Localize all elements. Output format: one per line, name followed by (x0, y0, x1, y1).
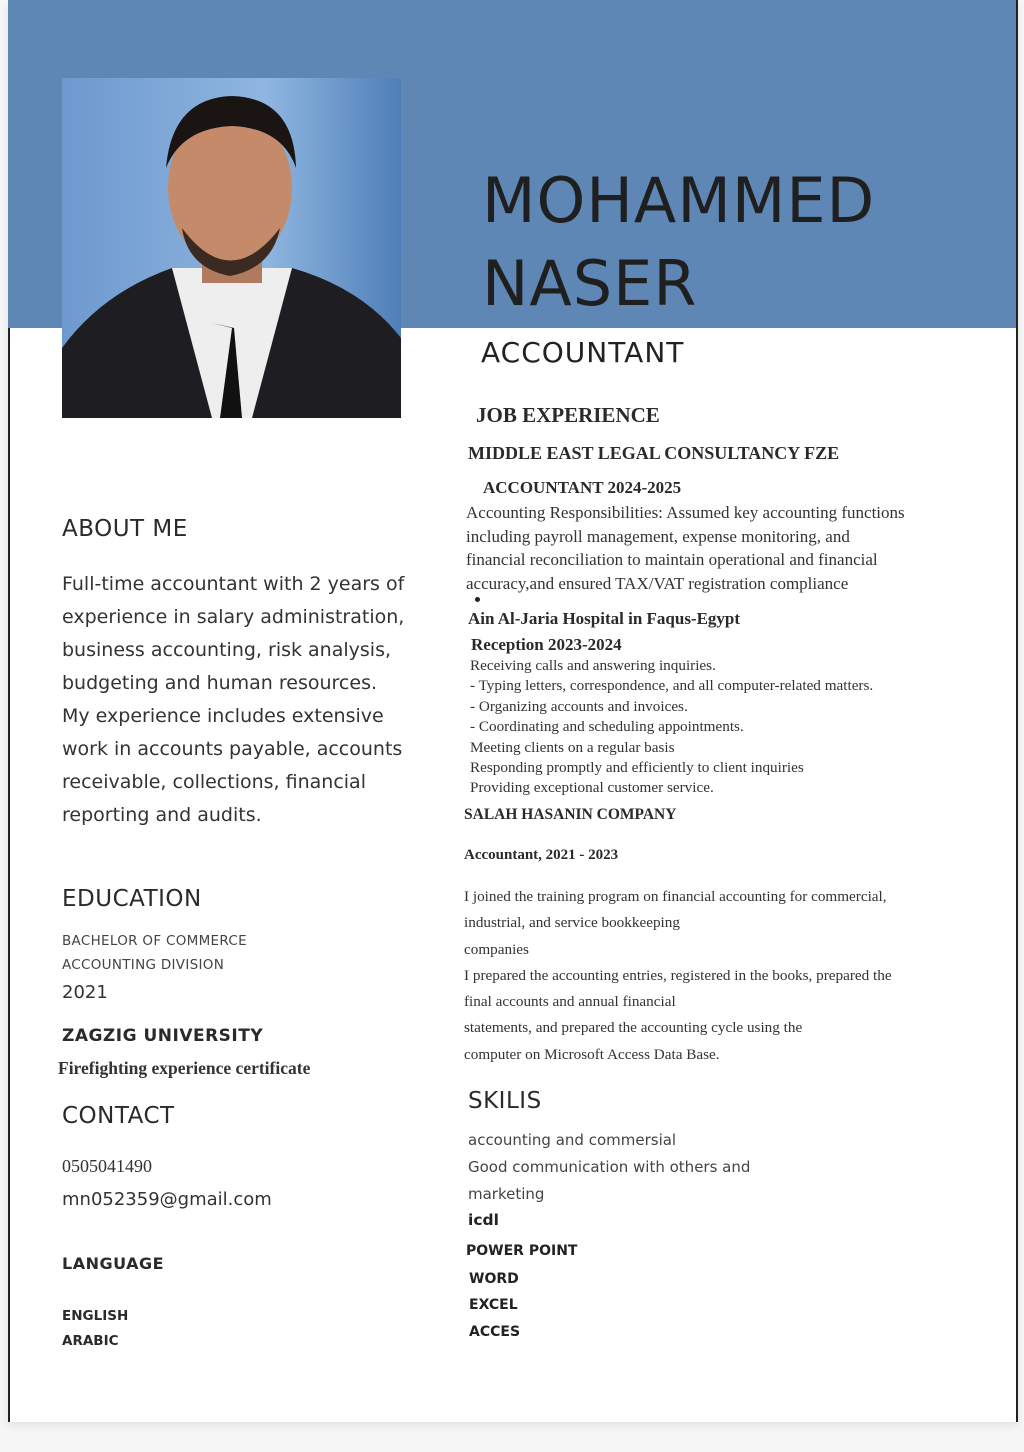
job-line: Responding promptly and efficiently to client inquiries (470, 759, 804, 777)
job-line: I prepared the accounting entries, registered in the books, prepared the (464, 966, 892, 984)
language-item: ENGLISH (62, 1308, 129, 1324)
job-line: accuracy,and ensured TAX/VAT registration compliance (466, 573, 849, 593)
education-heading: EDUCATION (62, 886, 202, 912)
job-title: ACCOUNTANT (481, 336, 685, 369)
skill-item: accounting and commersial (468, 1131, 677, 1149)
job-line: - Organizing accounts and invoices. (470, 697, 688, 715)
profile-photo (62, 78, 401, 418)
skill-item: WORD (469, 1271, 519, 1287)
about-text: Full-time accountant with 2 years of experience in salary administration, business accounting, risk analysis, budgeting and human resources. My experience includes extensive work in accounts payable, accounts receivable, collections, financial reporting and audits. (62, 573, 405, 826)
contact-email[interactable]: mn052359@gmail.com (62, 1189, 272, 1210)
job-line: Accounting Responsibilities: Assumed key accounting functions (466, 503, 905, 522)
job-description (466, 501, 905, 595)
skill-item: Good communication with others and (468, 1158, 751, 1176)
skill-item: POWER POINT (466, 1243, 578, 1259)
education-year: 2021 (62, 982, 108, 1003)
job-description (464, 884, 892, 1068)
education-university: ZAGZIG UNIVERSITY (62, 1026, 264, 1046)
job-line: including payroll management, expense monitoring, and (466, 526, 850, 546)
education-division: ACCOUNTING DIVISION (62, 957, 225, 973)
job-role: ACCOUNTANT 2024-2025 (483, 478, 682, 497)
language-heading: LANGUAGE (62, 1254, 165, 1273)
job-role: Accountant, 2021 - 2023 (464, 847, 619, 863)
job-line: industrial, and service bookkeeping (464, 914, 680, 932)
education-degree: BACHELOR OF COMMERCE (62, 933, 247, 949)
job-line: Providing exceptional customer service. (470, 779, 714, 797)
job-line: - Coordinating and scheduling appointments. (470, 718, 744, 736)
first-name: MOHAMMED (482, 164, 876, 237)
skills-list (468, 1127, 750, 1208)
job-line: companies (464, 940, 529, 958)
language-item: ARABIC (62, 1333, 119, 1349)
job-line: - Typing letters, correspondence, and all computer-related matters. (470, 677, 874, 695)
job-description (470, 656, 873, 799)
job-line: Receiving calls and answering inquiries. (470, 657, 716, 674)
job-company: Ain Al-Jaria Hospital in Faqus-Egypt (468, 609, 741, 628)
job-line: final accounts and annual financial (464, 993, 676, 1011)
bullet-icon (475, 597, 480, 602)
job-line: Meeting clients on a regular basis (470, 738, 675, 756)
job-line: financial reconciliation to maintain operational and financial (466, 550, 878, 569)
job-line: statements, and prepared the accounting cycle using the (464, 1019, 803, 1037)
about-heading: ABOUT ME (62, 516, 188, 542)
skill-item: ACCES (469, 1324, 521, 1340)
last-name: NASER (482, 247, 698, 320)
job-company: MIDDLE EAST LEGAL CONSULTANCY FZE (468, 443, 840, 463)
job-line: computer on Microsoft Access Data Base. (464, 1045, 720, 1063)
contact-phone[interactable]: 0505041490 (62, 1156, 152, 1176)
experience-heading: JOB EXPERIENCE (476, 403, 660, 427)
skill-item: icdl (468, 1211, 499, 1229)
skill-item: marketing (468, 1185, 545, 1203)
certificate: Firefighting experience certificate (58, 1058, 311, 1078)
contact-heading: CONTACT (62, 1103, 175, 1129)
skills-heading: SKILIS (468, 1088, 542, 1114)
job-role: Reception 2023-2024 (471, 635, 622, 654)
job-company: SALAH HASANIN COMPANY (464, 806, 677, 823)
skill-item: EXCEL (469, 1297, 518, 1313)
job-line: I joined the training program on financial accounting for commercial, (464, 888, 887, 905)
